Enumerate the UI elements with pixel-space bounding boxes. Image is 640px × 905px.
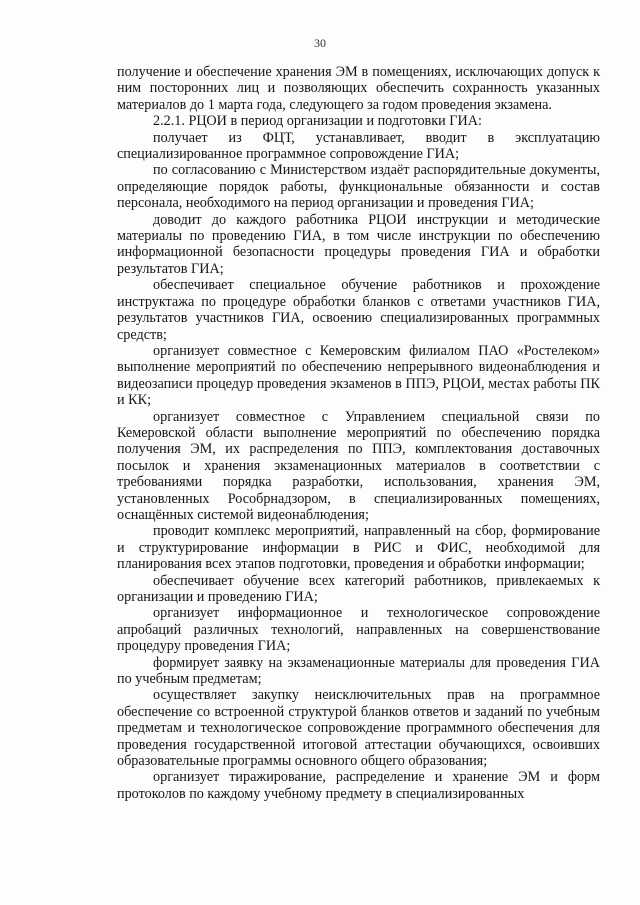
paragraph: обеспечивает обучение всех категорий работников, привлекаемых к организации и проведению ГИА; xyxy=(117,572,600,605)
paragraph: получает из ФЦТ, устанавливает, вводит в эксплуатацию специализированное программное сопровождение ГИА; xyxy=(117,129,600,163)
paragraph: осуществляет закупку неисключительных прав на программное обеспечение со встроенной структурой бланков ответов и заданий по учебным предметам и технологическое сопровождение программного обеспечения для проведения государственной итоговой аттестации обучающихся, освоивших образовательные программы основного общего образования; xyxy=(117,687,600,770)
paragraph-continuation: получение и обеспечение хранения ЭМ в помещениях, исключающих допуск к ним посторонних лиц и позволяющих обеспечить сохранность указанных материалов до 1 марта года, следующего за годом проведения экзамена. xyxy=(117,64,600,113)
page-number: 30 xyxy=(314,36,326,50)
document-body xyxy=(117,64,600,802)
paragraph: доводит до каждого работника РЦОИ инструкции и методические материалы по проведению ГИА, в том числе инструкции по обеспечению информационной безопасности процедуры проведения ГИА и обработки результатов ГИА; xyxy=(117,211,600,277)
paragraph: проводит комплекс мероприятий, направленный на сбор, формирование и структурирование информации в РИС и ФИС, необходимой для планирования всех этапов подготовки, проведения и обработки информации; xyxy=(117,523,600,573)
paragraph: организует тиражирование, распределение и хранение ЭМ и форм протоколов по каждому учебному предмету в специализированных xyxy=(117,769,600,802)
paragraph: обеспечивает специальное обучение работников и прохождение инструктажа по процедуре обработки бланков с ответами участников ГИА, результатов участников ГИА, освоению специализированных программных средств; xyxy=(117,277,600,343)
paragraph: организует информационное и технологическое сопровождение апробаций различных технологий, направленных на совершенствование процедуру проведения ГИА; xyxy=(117,605,600,655)
paragraph: организует совместное с Кемеровским филиалом ПАО «Ростелеком» выполнение мероприятий по обеспечению непрерывного видеонаблюдения и видеозаписи процедур проведения экзаменов в ППЭ, РЦОИ, местах работы ПК и КК; xyxy=(117,342,600,409)
paragraph: по согласованию с Министерством издаёт распорядительные документы, определяющие порядок работы, функциональные обязанности и состав персонала, необходимого на период организации и проведения ГИА; xyxy=(117,162,600,212)
paragraph: формирует заявку на экзаменационные материалы для проведения ГИА по учебным предметам; xyxy=(117,654,600,688)
section-heading-2-2-1: 2.2.1. РЦОИ в период организации и подготовки ГИА: xyxy=(153,113,482,130)
paragraph: организует совместное с Управлением специальной связи по Кемеровской области выполнение мероприятий по обеспечению порядка получения ЭМ, их распределения по ППЭ, комплектования доставочных посылок и хранения экзаменационных материалов в соответствии с требованиями порядка разработки, использования, хранения ЭМ, установленных Рособрнадзором, в специализированных помещениях, оснащённых системой видеонаблюдения; xyxy=(117,408,600,523)
